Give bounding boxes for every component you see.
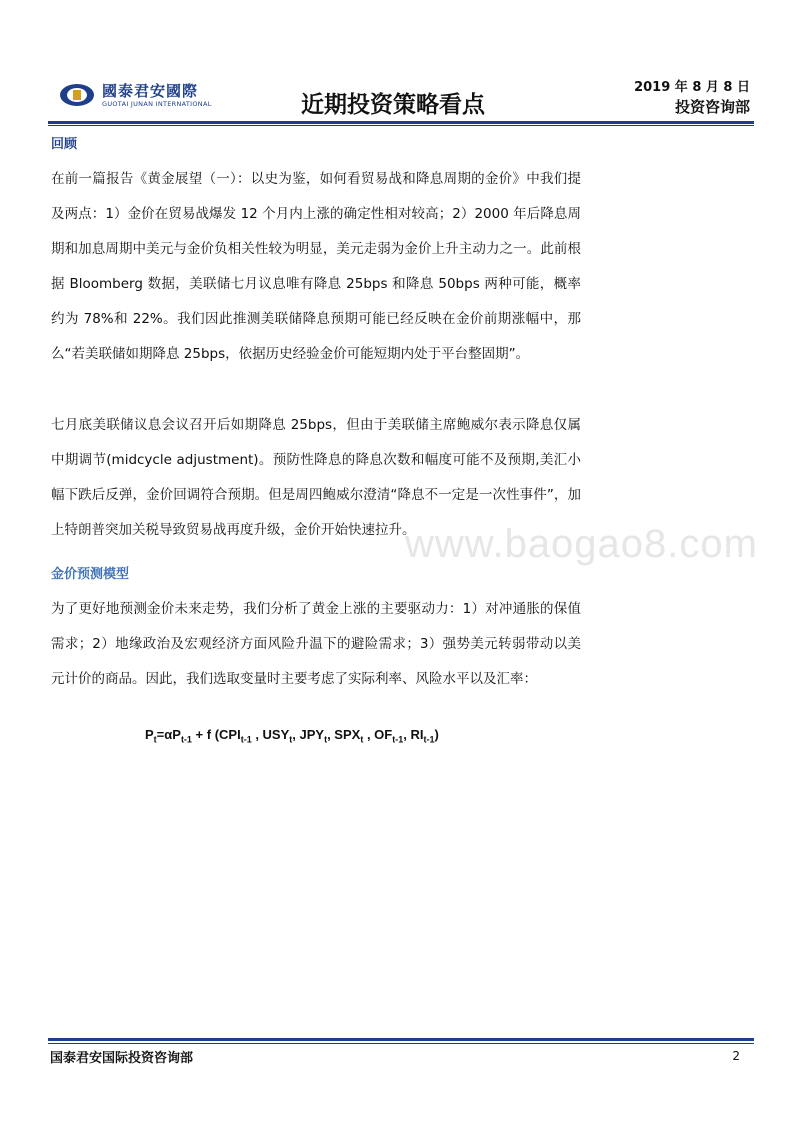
header-rule-thin [48,125,754,126]
footer-company: 国泰君安国际投资咨询部 [50,1051,194,1066]
section-heading-model: 金价预测模型 [51,567,130,582]
department-name: 投资咨询部 [674,98,750,116]
guotai-junan-logo-icon [58,82,96,108]
footer-rule-thick [48,1038,754,1041]
section-heading-review: 回顾 [51,137,78,152]
watermark: www.baogao8.com [405,522,758,566]
report-body [51,134,581,745]
report-title: 近期投资策略看点 [301,91,485,118]
logo-chinese-name: 國泰君安國際 [102,81,199,100]
report-date: 2019 年 8 月 8 日 [634,80,750,95]
review-paragraph-2: 七月底美联储议息会议召开后如期降息 25bps，但由于美联储主席鲍威尔表示降息仅属中期调节(midcycle adjustment)。预防性降息的降息次数和幅度可能不及预期,美汇小幅下跌后反弹，金价回调符合预期。但是周四鲍威尔澄清“降息不一定是一次性事件”，加上特朗普突加关税导致贸易战再度升级，金价开始快速拉升。 [51,417,581,538]
header-rule-thick [48,121,754,124]
gold-price-formula: $P_t=\alpha P_{t-1} + f$ ($CPI_{t-1}$ , $USY_t$, $JPY_t$, $SPX_t$ , $OF_{t-1}$, $RI_{t-1}$) [145,727,439,745]
page-number: 2 [732,1049,740,1063]
page-header [48,72,754,124]
model-paragraph-1: 为了更好地预测金价未来走势，我们分析了黄金上涨的主要驱动力：1）对冲通胀的保值需求；2）地缘政治及宏观经济方面风险升温下的避险需求；3）强势美元转弱带动以美元计价的商品。因此，我们选取变量时主要考虑了实际利率、风险水平以及汇率： [51,601,581,687]
footer-rule-thin [48,1043,754,1044]
logo-english-name: GUOTAI JUNAN INTERNATIONAL [102,99,212,108]
company-logo [58,82,212,108]
review-paragraph-1: 在前一篇报告《黄金展望（一）：以史为鉴，如何看贸易战和降息周期的金价》中我们提及两点：1）金价在贸易战爆发 12 个月内上涨的确定性相对较高；2）2000 年后降息周期和加息周期中美元与金价负相关性较为明显，美元走弱为金价上升主动力之一。此前根据 Bloomberg 数据，美联储七月议息唯有降息 25bps 和降息 50bps 两种可能，概率约为 78%和 22%。我们因此推测美联储降息预期可能已经反映在金价前期涨幅中，那么“若美联储如期降息 25bps，依据历史经验金价可能短期内处于平台整固期”。 [51,171,581,362]
